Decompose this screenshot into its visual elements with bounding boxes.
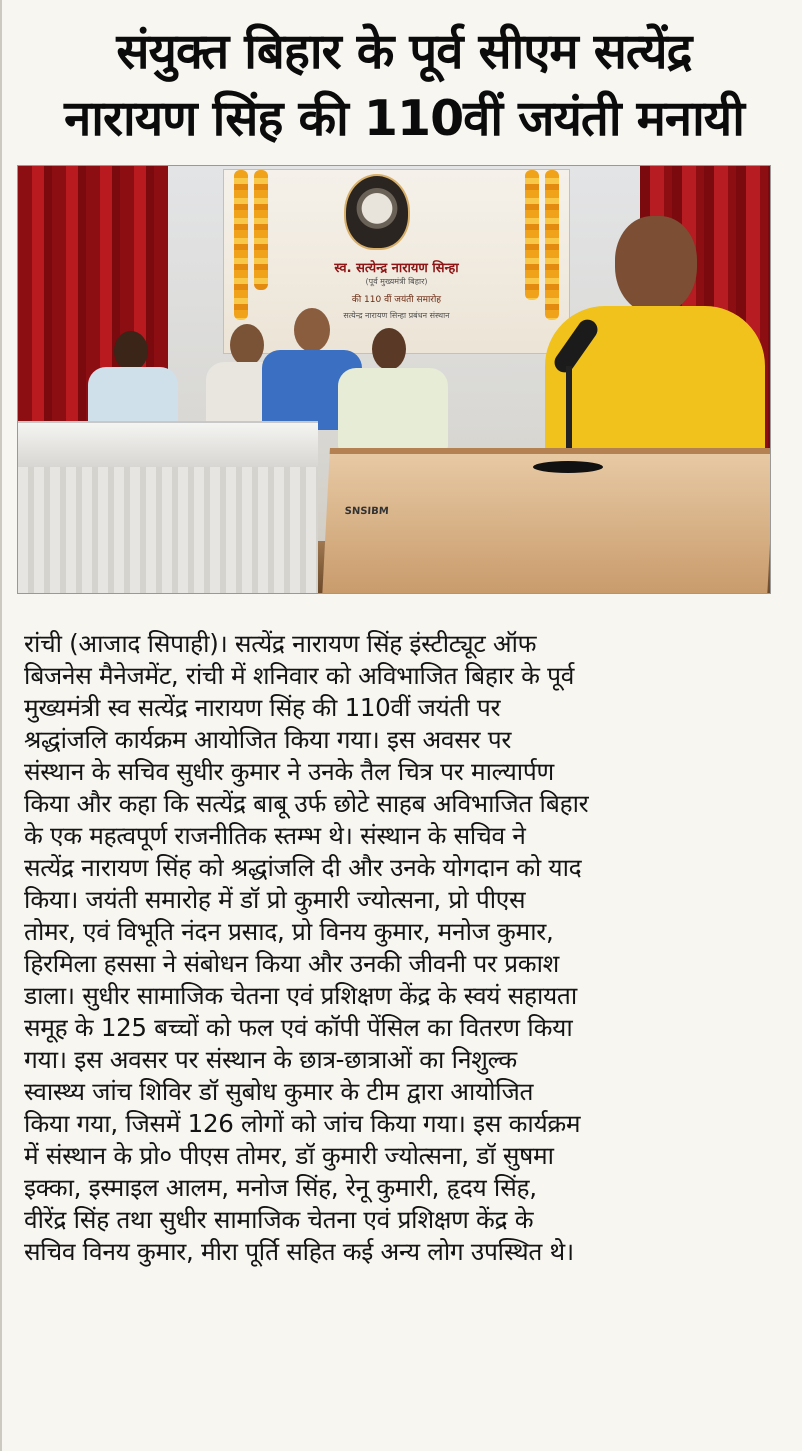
article-line: में संस्थान के प्रो० पीएस तोमर, डॉ कुमारी ज्योत्सना, डॉ सुषमा	[24, 1141, 554, 1170]
event-photo	[17, 165, 771, 594]
portrait-frame	[344, 174, 410, 250]
article-line: तोमर, एवं विभूति नंदन प्रसाद, प्रो विनय कुमार, मनोज कुमार,	[24, 917, 554, 946]
article-line: बिजनेस मैनेजमेंट, रांची में शनिवार को अविभाजित बिहार के पूर्व	[24, 661, 575, 690]
banner-subtitle: (पूर्व मुख्यमंत्री बिहार)	[365, 277, 428, 286]
article-line: डाला। सुधीर सामाजिक चेतना एवं प्रशिक्षण केंद्र के स्वयं सहायता	[24, 981, 577, 1010]
draped-table	[18, 461, 318, 593]
cropped-previous-text	[2, 0, 802, 20]
article-line: स्वास्थ्य जांच शिविर डॉ सुबोध कुमार के टीम द्वारा आयोजित	[24, 1077, 534, 1106]
article-line: श्रद्धांजलि कार्यक्रम आयोजित किया गया। इस अवसर पर	[24, 725, 512, 754]
table-top	[18, 421, 318, 467]
article-line: समूह के 125 बच्चों को फल एवं कॉपी पेंसिल का वितरण किया	[24, 1013, 573, 1042]
article-line: वीरेंद्र सिंह तथा सुधीर सामाजिक चेतना एवं प्रशिक्षण केंद्र के	[24, 1205, 534, 1234]
banner-footer: सत्येन्द्र नारायण सिन्हा प्रबंधन संस्थान	[343, 311, 450, 320]
commemoration-banner	[223, 169, 570, 354]
article-line: इक्का, इस्माइल आलम, मनोज सिंह, रेनू कुमारी, हृदय सिंह,	[24, 1173, 537, 1202]
article-line: सत्येंद्र नारायण सिंह को श्रद्धांजलि दी और उनके योगदान को याद	[24, 853, 582, 882]
headline-line-2: नारायण सिंह की 110वीं जयंती मनायी	[64, 90, 744, 147]
microphone-base	[533, 461, 603, 473]
article-line: किया। जयंती समारोह में डॉ प्रो कुमारी ज्योत्सना, प्रो पीएस	[24, 885, 526, 914]
article-body	[24, 628, 776, 1268]
banner-title: स्व. सत्येन्द्र नारायण सिन्हा	[334, 261, 459, 276]
article-line: किया गया, जिसमें 126 लोगों को जांच किया गया। इस कार्यक्रम	[24, 1109, 581, 1138]
podium-label: SNSIBM	[344, 506, 389, 517]
article-line: मुख्यमंत्री स्व सत्येंद्र नारायण सिंह की 110वीं जयंती पर	[24, 693, 501, 722]
article-line: रांची (आजाद सिपाही)। सत्येंद्र नारायण सिंह इंस्टीट्यूट ऑफ	[24, 629, 537, 658]
article-line: संस्थान के सचिव सुधीर कुमार ने उनके तैल चित्र पर माल्यार्पण	[24, 757, 554, 786]
headline	[24, 18, 784, 152]
article-line: के एक महत्वपूर्ण राजनीतिक स्तम्भ थे। संस्थान के सचिव ने	[24, 821, 526, 850]
banner-line: की 110 वीं जयंती समारोह	[351, 295, 442, 305]
article-line: सचिव विनय कुमार, मीरा पूर्ति सहित कई अन्य लोग उपस्थित थे।	[24, 1237, 574, 1266]
headline-line-1: संयुक्त बिहार के पूर्व सीएम सत्येंद्र	[116, 23, 692, 80]
article-line: गया। इस अवसर पर संस्थान के छात्र-छात्राओं का निशुल्क	[24, 1045, 517, 1074]
article-line: हिरमिला हससा ने संबोधन किया और उनकी जीवनी पर प्रकाश	[24, 949, 560, 978]
article-line: किया और कहा कि सत्येंद्र बाबू उर्फ छोटे साहब अविभाजित बिहार	[24, 789, 589, 818]
